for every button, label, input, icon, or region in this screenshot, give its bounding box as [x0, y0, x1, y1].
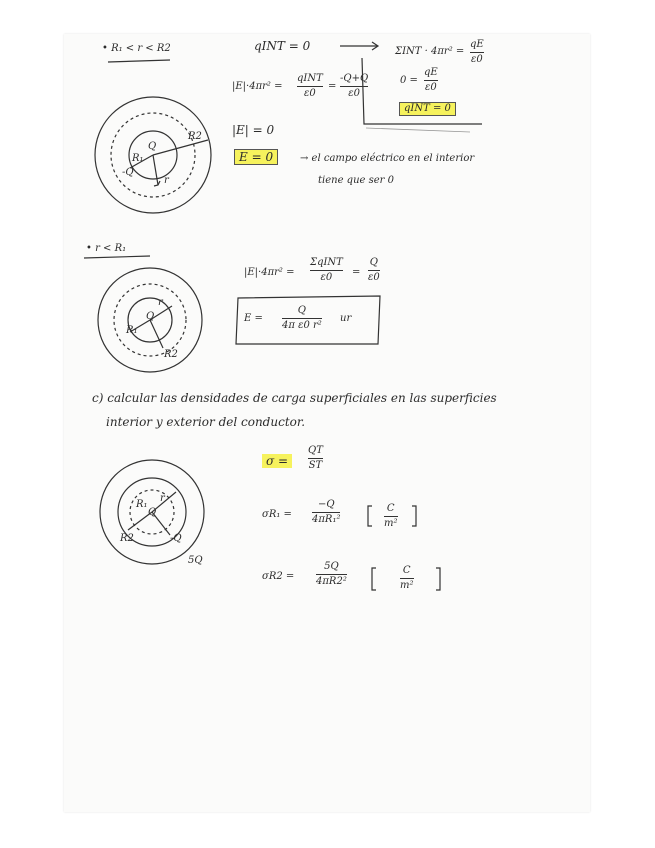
res-lhs: E =: [244, 313, 263, 324]
frac2: -Q+Q ε0: [340, 73, 369, 99]
right-result: qINT = 0: [399, 102, 456, 116]
note-line1: → el campo eléctrico en el interior: [300, 153, 475, 164]
d2-r2: R2: [164, 349, 178, 360]
underline-case1: [108, 60, 170, 62]
radius-r-line: [153, 155, 158, 185]
d2-q: Q: [146, 311, 155, 322]
right-zero: 0 =: [400, 75, 418, 86]
gauss-lhs-1: |E|·4πr² =: [232, 81, 283, 92]
d2-r: r: [158, 297, 163, 308]
right-zero-frac: qE ε0: [424, 67, 438, 93]
d1-r: r: [164, 175, 169, 186]
res-frac: Q 4π ε0 r²: [282, 305, 322, 331]
sigma-r2-lhs: σR2 =: [262, 571, 295, 582]
sigma-def-frac: QT ST: [308, 445, 323, 471]
case1-label: • R₁ < r < R2: [102, 43, 171, 54]
d3-q: Q: [148, 507, 157, 518]
sigma-def-lhs: σ =: [262, 454, 292, 468]
e-vec-result: E = 0: [234, 149, 278, 165]
arrow-icon: [340, 42, 378, 50]
frac1: qINT ε0: [297, 73, 323, 99]
note-line2: tiene que ser 0: [318, 175, 394, 186]
d1-negq: -Q: [122, 167, 134, 178]
gauss-lhs-2: |E|·4πr² =: [244, 267, 295, 278]
d1-r2: R2: [188, 131, 202, 142]
radius-r2-line: [153, 140, 208, 155]
section3-title-line1: c) calcular las densidades de carga superficiales en las superficies: [92, 391, 497, 405]
sigma-r2-frac: 5Q 4πR2²: [316, 561, 347, 587]
frac4: Q ε0: [368, 257, 380, 283]
underline-case2: [84, 256, 150, 258]
qint-eq: qINT = 0: [254, 39, 311, 53]
sigma-r2-unit: C m²: [400, 565, 414, 591]
frac3: ΣqINT ε0: [310, 257, 343, 283]
sigma-r1-unit: C m²: [384, 503, 398, 529]
d3-r: r: [160, 493, 165, 504]
sigma-r1-lhs: σR₁ =: [262, 509, 292, 520]
right-lhs: ΣINT · 4πr² =: [395, 46, 465, 57]
sigma-r1-frac: −Q 4πR₁²: [312, 499, 341, 525]
d3-r2: R2: [120, 533, 134, 544]
d1-r1: R₁: [132, 153, 144, 164]
d3-negq: -Q: [170, 533, 182, 544]
d1-q: Q: [148, 141, 157, 152]
section3-title-line2: interior y exterior del conductor.: [106, 415, 306, 429]
d3-r1: R₁: [136, 499, 148, 510]
right-frac: qE ε0: [470, 39, 484, 65]
res-unit: ur: [340, 313, 352, 324]
d2-r1: R₁: [126, 325, 138, 336]
e-mag-eq: |E| = 0: [232, 123, 275, 137]
diagram1: [95, 97, 211, 213]
case2-label: • r < R₁: [86, 243, 127, 254]
d3-5q: 5Q: [188, 555, 203, 566]
